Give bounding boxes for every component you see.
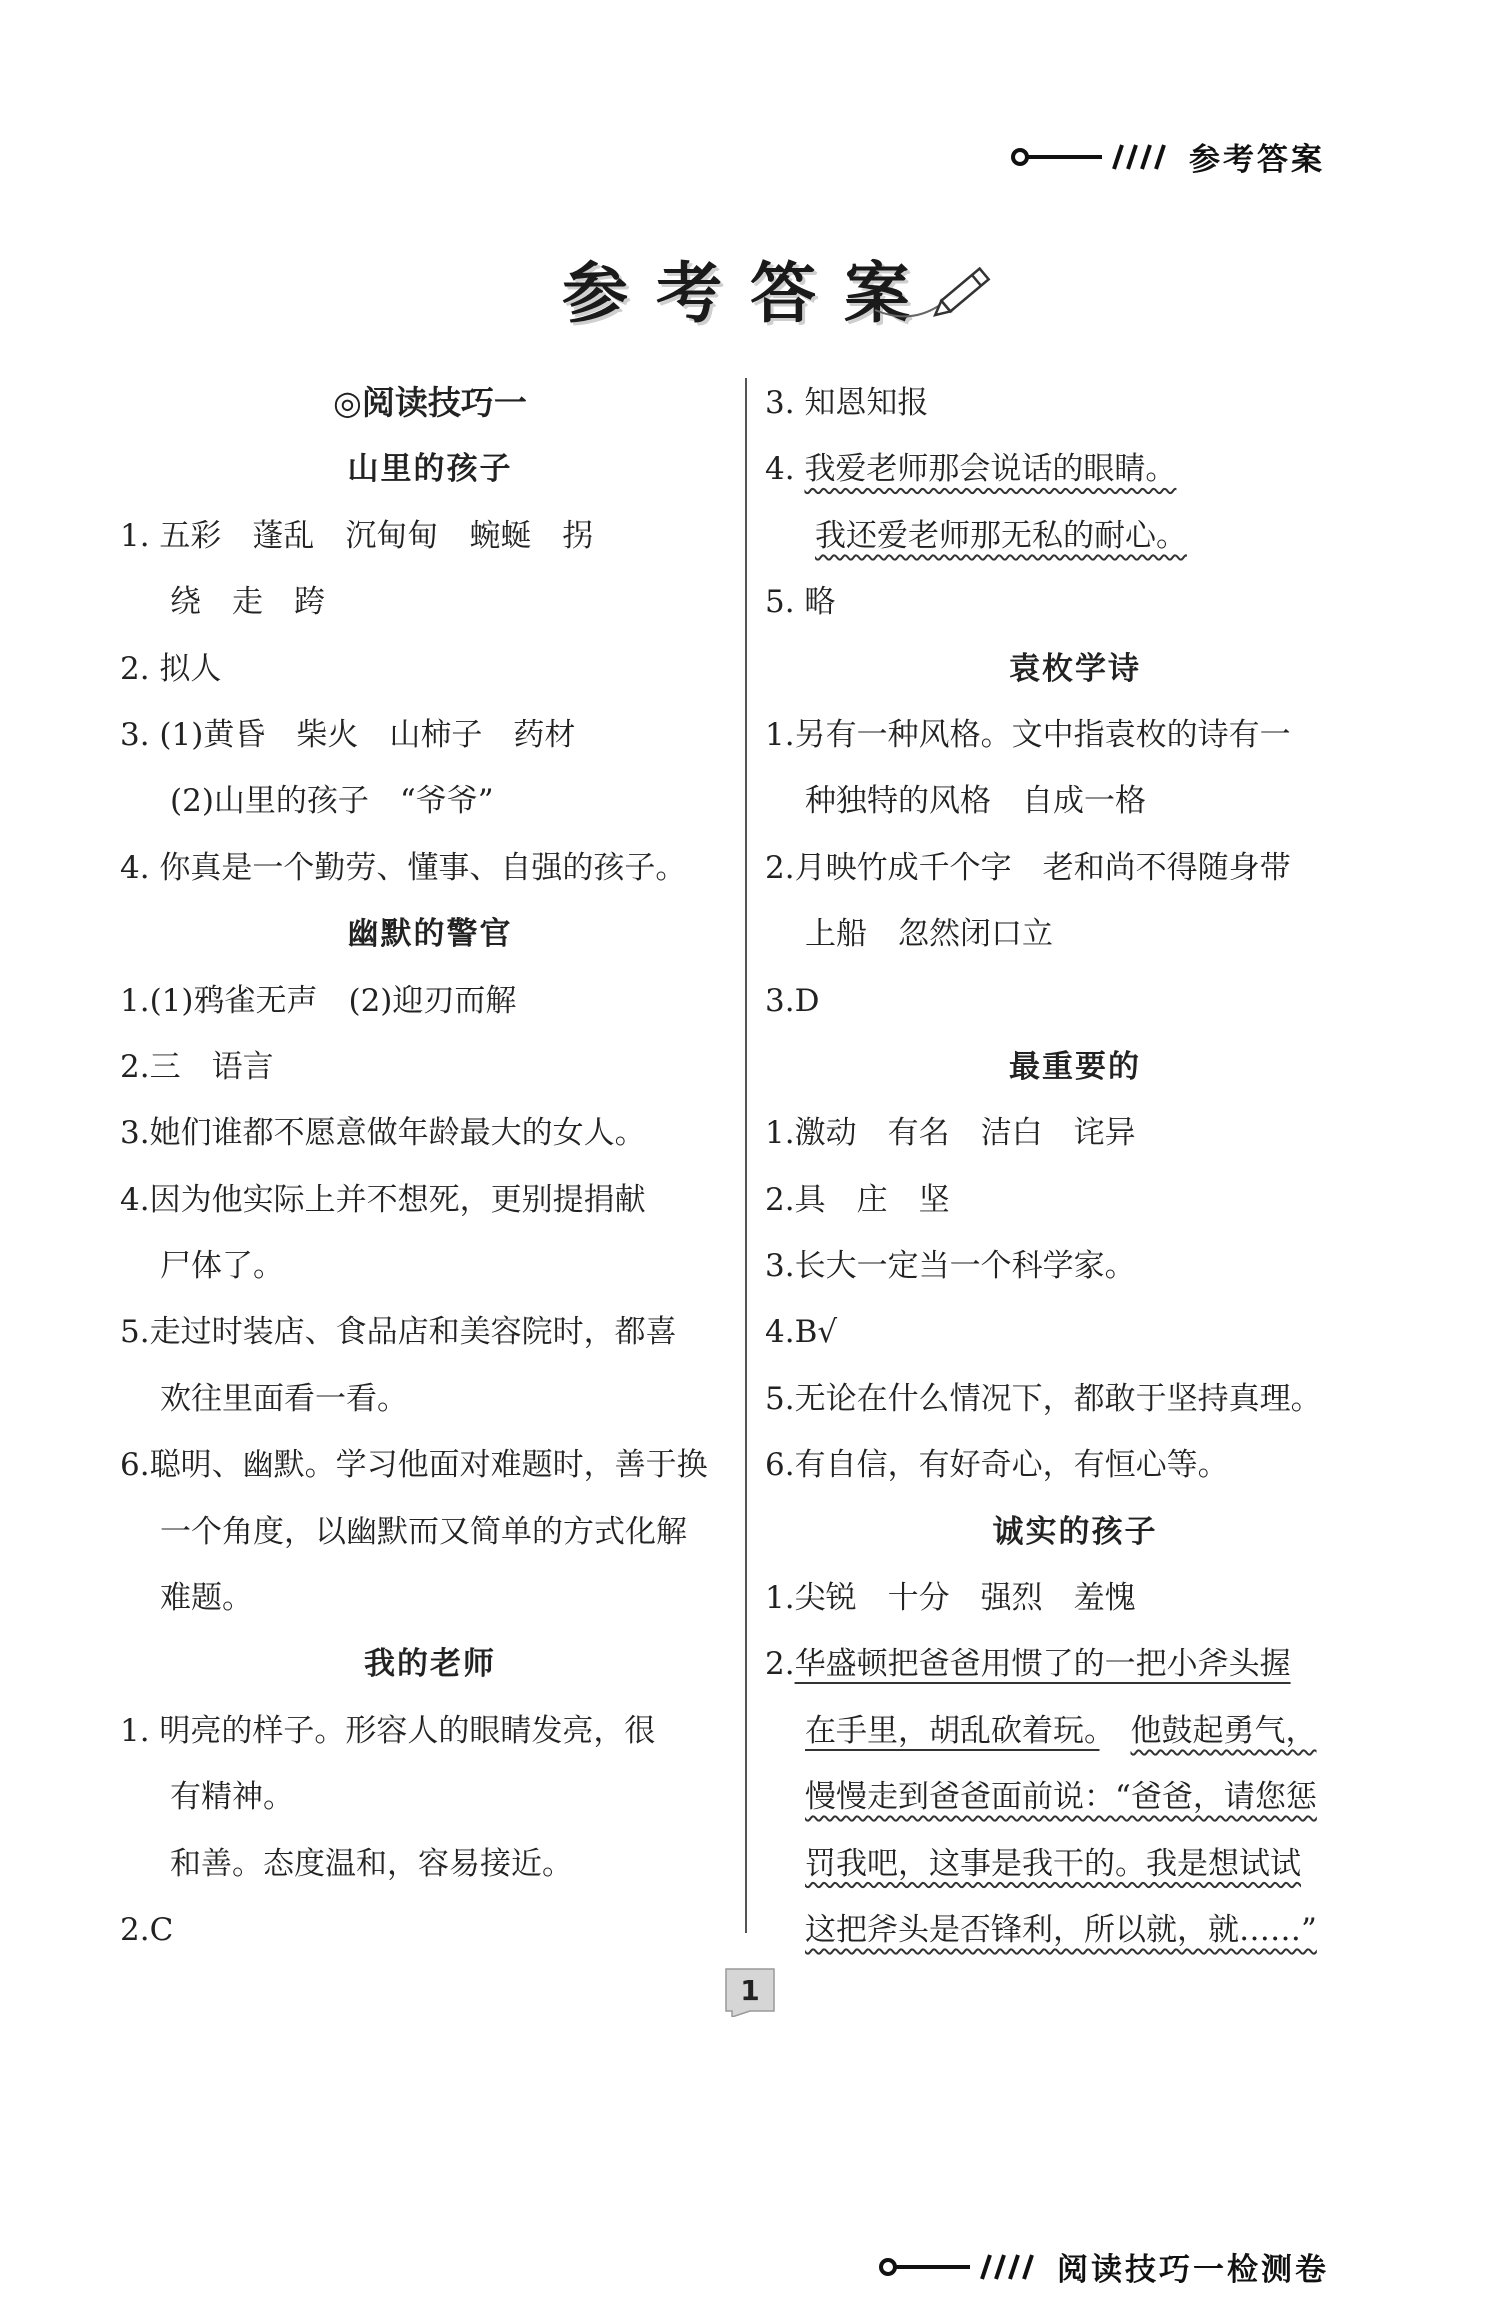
page-title-text: 参考答案 [562,255,938,332]
answer-line: 4. 你真是一个勤劳、懂事、自强的孩子。 [120,849,687,886]
answer-line [765,1764,1385,1830]
section-title: 幽默的警官 [347,916,513,953]
answer-line: 1.另有一种风格。文中指袁枚的诗有一 [765,716,1291,753]
underlined-answer: 华盛顿把爸爸用惯了的一把小斧头握 [794,1646,1291,1683]
underlined-answer: 罚我吧，这事是我干的。我是想试试 [805,1845,1301,1882]
answer-line: 1. 明亮的样子。形容人的眼睛发亮，很 [120,1712,656,1749]
answer-line: 2.月映竹成千个字 老和尚不得随身带 [765,849,1291,886]
answer-line: 2. 拟人 [120,650,222,687]
answer-line [765,436,1385,502]
answer-line: 5.走过时装店、食品店和美容院时，都喜 [120,1314,677,1351]
section-title: 最重要的 [1009,1048,1141,1085]
underlined-answer: 我爱老师那会说话的眼睛。 [804,451,1177,488]
pencil-icon [870,255,1000,325]
answer-line: 3.她们谁都不愿意做年龄最大的女人。 [120,1115,646,1152]
answer-line: 3.长大一定当一个科学家。 [765,1248,1136,1285]
answer-line: 5. 略 [765,584,836,621]
answer-line: 6.聪明、幽默。学习他面对难题时，善于换 [120,1447,708,1484]
answer-line: 难题。 [160,1580,253,1617]
header-label: 参考答案 [1189,142,1325,178]
answer-line: 3. (1)黄昏 柴火 山柿子 药材 [120,716,576,753]
underlined-answer: 他鼓起勇气， [1130,1712,1317,1749]
answer-line: 2.三 语言 [120,1048,274,1085]
answer-line: 有精神。 [170,1779,294,1816]
right-column [765,370,1385,1963]
answer-line: 1.尖锐 十分 强烈 羞愧 [765,1580,1136,1617]
column-divider [745,378,747,1933]
left-column [120,370,740,1963]
answer-line: 尸体了。 [160,1248,284,1285]
answer-line: 3. 知恩知报 [765,385,929,421]
answer-line: 绕 走 跨 [170,584,325,621]
running-header [1010,134,1325,179]
underlined-answer: 这把斧头是否锋利，所以就，就……” [805,1911,1317,1948]
answer-line: 1. 五彩 蓬乱 沉甸甸 蜿蜒 拐 [120,517,594,554]
answer-line [765,1631,1385,1697]
answer-line [765,1897,1385,1963]
answer-line: 一个角度，以幽默而又简单的方式化解 [160,1513,687,1550]
section-title: 诚实的孩子 [992,1513,1158,1550]
answer-line: 2.C [120,1911,174,1948]
answer-line: 种独特的风格 自成一格 [805,783,1146,820]
page-title [0,240,1500,335]
answer-line [765,1698,1385,1764]
answer-line: 2.具 庄 坚 [765,1181,950,1218]
underlined-answer: 我还爱老师那无私的耐心。 [815,517,1187,554]
section-title: 我的老师 [364,1646,496,1683]
footer-label: 阅读技巧一检测卷 [1057,2252,1329,2288]
answer-line: 3.D [765,982,820,1019]
section-title: 山里的孩子 [347,451,513,488]
answer-line [765,1831,1385,1897]
answer-line: 4.因为他实际上并不想死，更别提捐献 [120,1181,646,1218]
answer-line: 上船 忽然闭口立 [805,916,1053,953]
circle-line-icon [1010,137,1175,177]
answer-line: 1.激动 有名 洁白 诧异 [765,1115,1136,1152]
answer-line: 6.有自信，有好奇心，有恒心等。 [765,1447,1229,1484]
answer-line: 1.(1)鸦雀无声 (2)迎刃而解 [120,982,517,1019]
answer-line: 5.无论在什么情况下，都敢于坚持真理。 [765,1380,1322,1417]
running-footer [878,2244,1329,2289]
answer-number: 4. [765,451,805,488]
answer-line: 4.B√ [765,1314,838,1351]
underlined-answer: 在手里，胡乱砍着玩。 [805,1712,1100,1749]
unit-heading: ◎阅读技巧一 [333,383,527,422]
answer-line: 和善。态度温和，容易接近。 [170,1845,573,1882]
page-number [722,1965,778,2017]
answer-line: 欢往里面看一看。 [160,1380,408,1417]
answer-number: 2. [765,1646,795,1683]
circle-line-icon [878,2247,1043,2287]
answer-line [765,503,1385,569]
section-title: 袁枚学诗 [1009,650,1141,687]
answer-line: (2)山里的孩子 “爷爷” [170,783,494,820]
page-number-text: 1 [740,1974,760,2007]
underlined-answer: 慢慢走到爸爸面前说：“爸爸，请您惩 [805,1779,1317,1816]
